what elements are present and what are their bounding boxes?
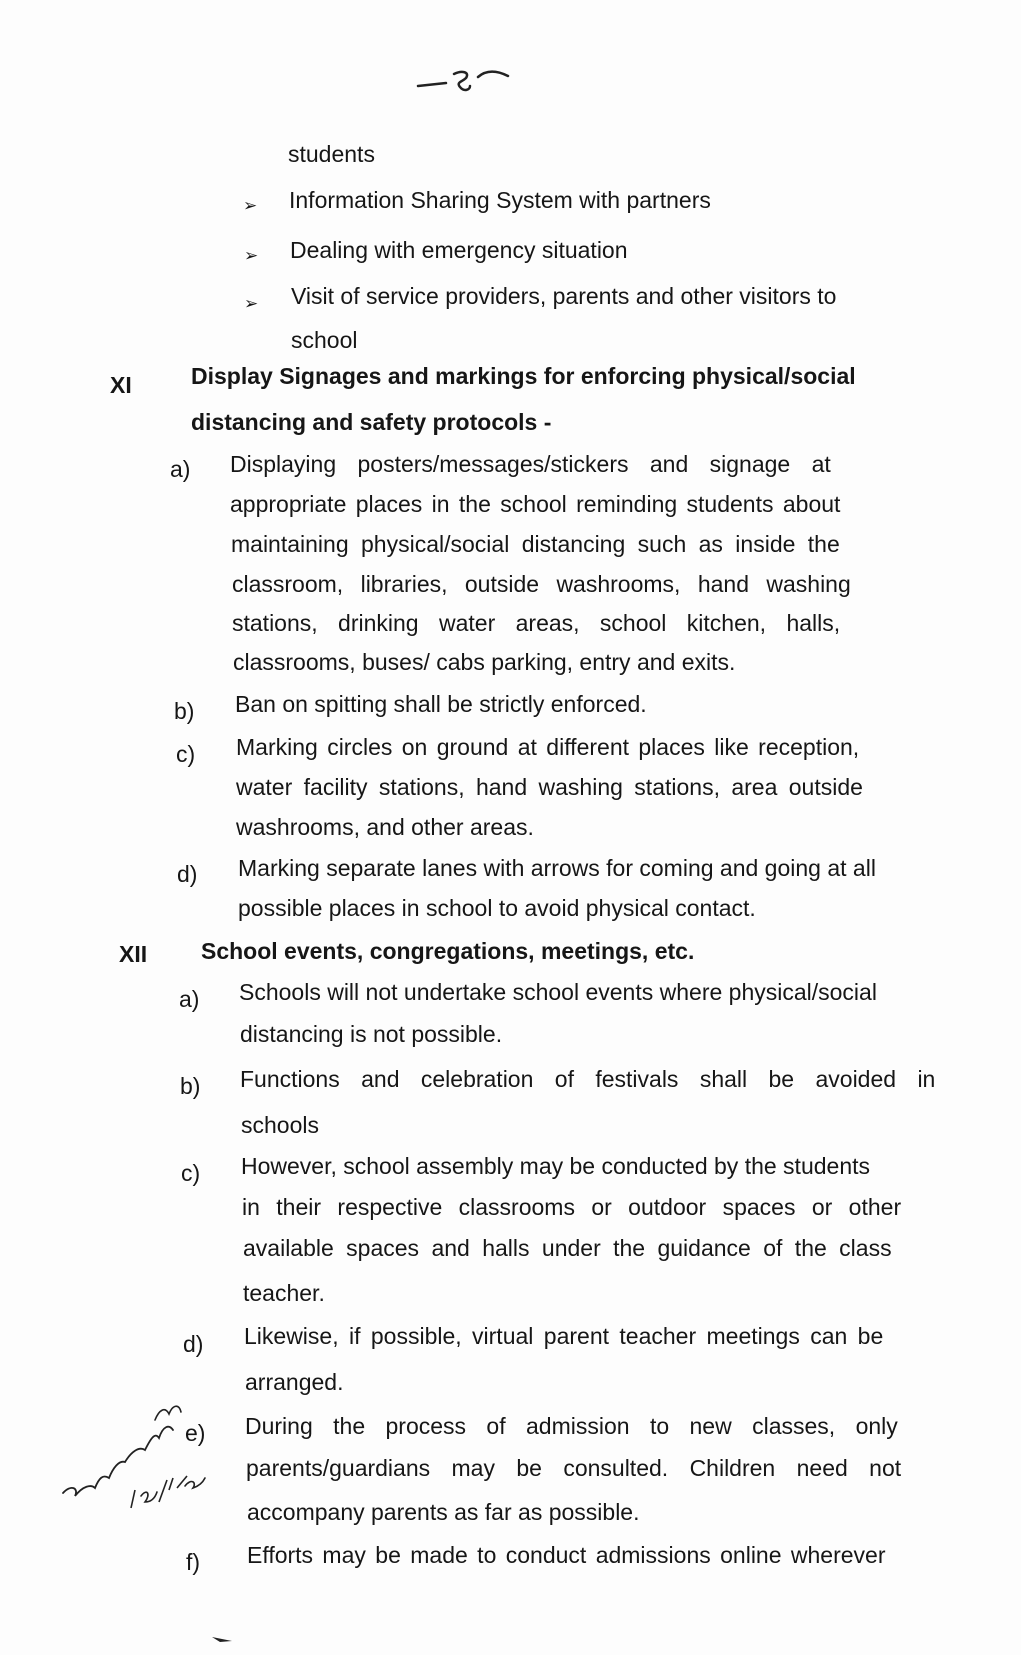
handwritten-page-number — [412, 60, 522, 100]
item-text: possible places in school to avoid physical contact. — [238, 895, 756, 921]
bullet-item: Information Sharing System with partners — [289, 187, 711, 213]
section-number: XI — [110, 372, 132, 398]
item-text: Likewise, if possible, virtual parent teacher meetings can be — [244, 1323, 884, 1349]
item-text: Displaying posters/messages/stickers and signage at — [230, 451, 831, 477]
section-heading: School events, congregations, meetings, etc. — [201, 938, 695, 964]
item-text: During the process of admission to new classes, only — [245, 1413, 898, 1439]
bullet-item-continuation: school — [291, 327, 358, 353]
item-text: Schools will not undertake school events where physical/social — [239, 979, 877, 1005]
section-heading: Display Signages and markings for enforcing physical/social — [191, 363, 856, 389]
item-label: a) — [179, 986, 200, 1012]
bullet-item: Dealing with emergency situation — [290, 237, 628, 263]
section-number: XII — [119, 941, 148, 967]
arrow-bullet-icon: ➢ — [243, 196, 258, 215]
bullet-item-text: Visit of service providers, parents and other visitors to — [291, 283, 837, 309]
item-text: Efforts may be made to conduct admissions online wherever — [247, 1542, 886, 1568]
item-text: Functions and celebration of festivals shall be avoided in — [240, 1066, 936, 1092]
item-text: Marking circles on ground at different places like reception, — [236, 734, 860, 760]
bullet-item — [291, 282, 886, 310]
item-text: parents/guardians may be consulted. Children need not — [246, 1455, 902, 1481]
item-label: d) — [183, 1331, 204, 1357]
item-label: b) — [180, 1073, 201, 1099]
item-text: maintaining physical/social distancing such as inside the — [231, 531, 840, 557]
item-label: b) — [174, 698, 195, 724]
item-label: f) — [186, 1549, 201, 1575]
item-text: Ban on spitting shall be strictly enforced. — [235, 691, 647, 717]
item-label: a) — [170, 456, 191, 482]
item-text: classrooms, buses/ cabs parking, entry and exits. — [233, 649, 736, 675]
item-text: classroom, libraries, outside washrooms, hand washing — [232, 571, 851, 597]
continuation-text: students — [288, 141, 375, 167]
item-label: c) — [181, 1160, 201, 1186]
item-text: However, school assembly may be conducted by the students — [241, 1153, 871, 1179]
item-label: e) — [185, 1420, 206, 1446]
section-heading: distancing and safety protocols - — [191, 409, 552, 435]
item-text: distancing is not possible. — [240, 1021, 503, 1047]
item-text: Marking separate lanes with arrows for coming and going at all — [238, 855, 876, 881]
handwritten-initials-scribble — [55, 1398, 215, 1518]
item-text: available spaces and halls under the guidance of the class — [243, 1235, 892, 1261]
arrow-bullet-icon: ➢ — [244, 246, 259, 265]
arrow-bullet-icon: ➢ — [244, 294, 259, 313]
item-label: c) — [176, 741, 196, 767]
item-text: arranged. — [245, 1369, 344, 1395]
item-text: teacher. — [243, 1280, 325, 1306]
item-text: accompany parents as far as possible. — [247, 1499, 640, 1525]
item-text: stations, drinking water areas, school kitchen, halls, — [232, 610, 841, 636]
scan-mark — [210, 1634, 236, 1644]
item-text: in their respective classrooms or outdoor spaces or other — [242, 1194, 902, 1220]
item-text: water facility stations, hand washing stations, area outside — [236, 774, 863, 800]
item-text: washrooms, and other areas. — [236, 814, 534, 840]
item-text: appropriate places in the school reminding students about — [230, 491, 841, 517]
item-text: schools — [241, 1112, 319, 1138]
item-label: d) — [177, 861, 198, 887]
